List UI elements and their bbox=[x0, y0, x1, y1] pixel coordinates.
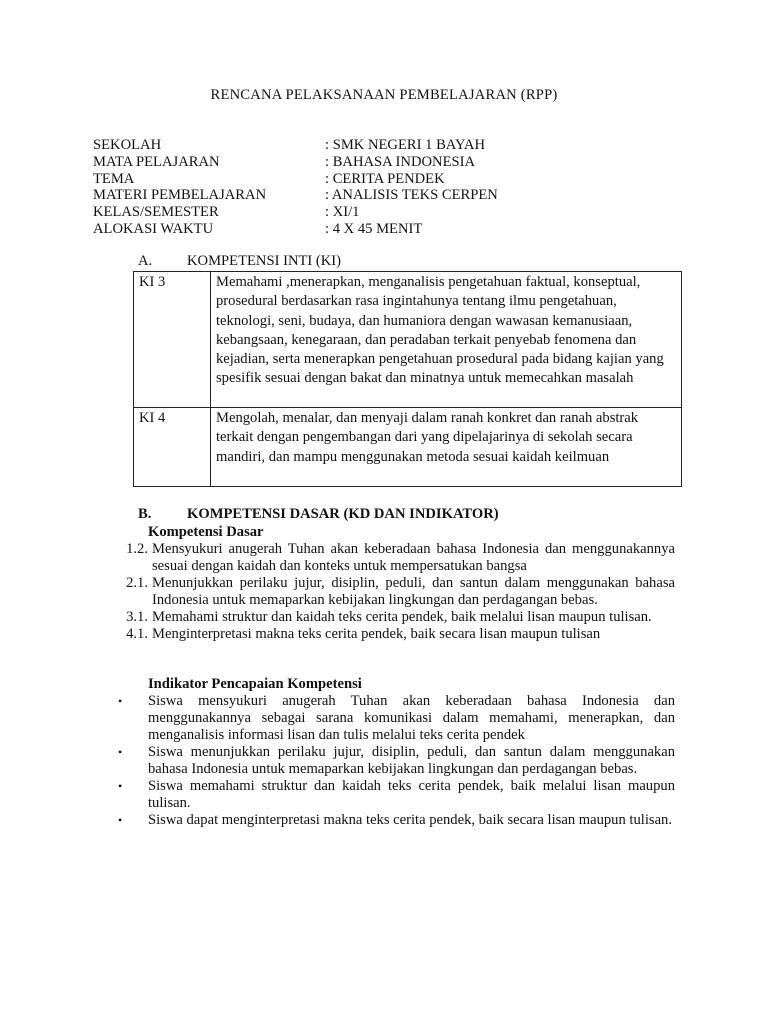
list-item bbox=[118, 778, 675, 812]
document-title: RENCANA PELAKSANAAN PEMBELAJARAN (RPP) bbox=[210, 87, 558, 103]
identity-label: MATA PELAJARAN bbox=[93, 153, 220, 170]
identity-value: : BAHASA INDONESIA bbox=[325, 153, 475, 170]
identity-value: : XI/1 bbox=[325, 204, 360, 221]
list-item bbox=[104, 626, 675, 643]
section-b-title: KOMPETENSI DASAR (KD DAN INDIKATOR) bbox=[187, 506, 499, 522]
kd-number: 1.2. bbox=[126, 541, 148, 557]
kd-number: 2.1. bbox=[126, 575, 148, 591]
ki-code-cell: KI 4 bbox=[134, 408, 211, 487]
identity-label: ALOKASI WAKTU bbox=[93, 220, 214, 237]
indicator-text: Siswa memahami struktur dan kaidah teks cerita pendek, baik melalui lisan maupun tulisan. bbox=[148, 778, 675, 811]
kompetensi-dasar-list bbox=[104, 541, 675, 643]
identity-row bbox=[93, 187, 498, 204]
identity-row bbox=[93, 154, 498, 171]
identity-label: MATERI PEMBELAJARAN bbox=[93, 187, 267, 204]
identity-label: KELAS/SEMESTER bbox=[93, 204, 219, 221]
bullet-icon: • bbox=[118, 813, 123, 827]
identity-label: SEKOLAH bbox=[93, 137, 162, 153]
identity-row bbox=[93, 204, 498, 221]
kd-text: Memahami struktur dan kaidah teks cerita pendek, baik melalui lisan maupun tulisan. bbox=[152, 609, 652, 625]
kd-text: Mensyukuri anugerah Tuhan akan keberadaan bahasa Indonesia dan menggunakannya sesuai dengan kaidah dan konteks untuk mempersatukan bangsa bbox=[152, 541, 675, 574]
identity-row bbox=[93, 171, 498, 188]
identity-value: : SMK NEGERI 1 BAYAH bbox=[325, 137, 486, 153]
kd-number: 3.1. bbox=[126, 609, 148, 625]
indicator-text: Siswa menunjukkan perilaku jujur, disiplin, peduli, dan santun dalam menggunakan bahasa Indonesia untuk memaparkan kebijakan lingkungan dan perdagangan bebas. bbox=[148, 744, 675, 777]
kd-text: Menginterpretasi makna teks cerita pendek, baik secara lisan maupun tulisan bbox=[152, 626, 601, 642]
kompetensi-inti-table bbox=[133, 271, 682, 487]
list-item bbox=[118, 693, 675, 744]
bullet-icon: • bbox=[118, 779, 123, 793]
ki-code-cell: KI 3 bbox=[134, 272, 211, 408]
indicator-text: Siswa dapat menginterpretasi makna teks cerita pendek, baik secara lisan maupun tulisan. bbox=[148, 812, 672, 828]
bullet-icon: • bbox=[118, 745, 123, 759]
kd-number: 4.1. bbox=[126, 626, 148, 642]
table-row bbox=[134, 408, 682, 487]
list-item bbox=[118, 744, 675, 778]
bullet-icon: • bbox=[118, 694, 123, 708]
section-a-letter: A. bbox=[138, 253, 153, 269]
table-row bbox=[134, 272, 682, 408]
indicator-list bbox=[118, 693, 675, 829]
list-item bbox=[104, 541, 675, 575]
identity-value: : 4 X 45 MENIT bbox=[325, 220, 423, 237]
list-item bbox=[118, 812, 675, 829]
identity-block bbox=[93, 137, 498, 238]
identity-row bbox=[93, 137, 498, 154]
indicator-subheading: Indikator Pencapaian Kompetensi bbox=[148, 676, 362, 692]
ki-text-cell: Mengolah, menalar, dan menyaji dalam ranah konkret dan ranah abstrak terkait dengan pengembangan dari yang dipelajarinya di sekolah secara mandiri, dan mampu menggunakan metoda sesuai kaidah keilmuan bbox=[211, 408, 682, 487]
section-b-letter: B. bbox=[138, 506, 152, 522]
kd-subheading: Kompetensi Dasar bbox=[148, 524, 264, 540]
kd-text: Menunjukkan perilaku jujur, disiplin, peduli, dan santun dalam menggunakan bahasa Indonesia untuk memaparkan kebijakan lingkungan dan perdagangan bebas. bbox=[152, 575, 675, 608]
section-a-title: KOMPETENSI INTI (KI) bbox=[187, 253, 342, 269]
identity-value: : ANALISIS TEKS CERPEN bbox=[325, 187, 498, 204]
identity-row bbox=[93, 221, 498, 238]
section-b-heading bbox=[138, 506, 499, 523]
list-item bbox=[104, 609, 675, 626]
section-a-heading bbox=[138, 253, 341, 270]
indicator-text: Siswa mensyukuri anugerah Tuhan akan keberadaan bahasa Indonesia dan menggunakannya sebagai sarana komunikasi dalam memahami, menerapkan, dan menganalisis informasi lisan dan tulis melalui teks cerita pendek bbox=[148, 693, 675, 743]
identity-label: TEMA bbox=[93, 170, 135, 187]
list-item bbox=[104, 575, 675, 609]
identity-value: : CERITA PENDEK bbox=[325, 170, 445, 187]
ki-text-cell: Memahami ,menerapkan, menganalisis pengetahuan faktual, konseptual, prosedural berdasarkan rasa ingintahunya tentang ilmu pengetahuan, teknologi, seni, budaya, dan humaniora dengan wawasan kemanusiaan, kebangsaan, kenegaraan, dan peradaban terkait penyebab fenomena dan kejadian, serta menerapkan pengetahuan prosedural pada bidang kajian yang spesifik sesuai dengan bakat dan minatnya untuk memecahkan masalah bbox=[211, 272, 682, 408]
